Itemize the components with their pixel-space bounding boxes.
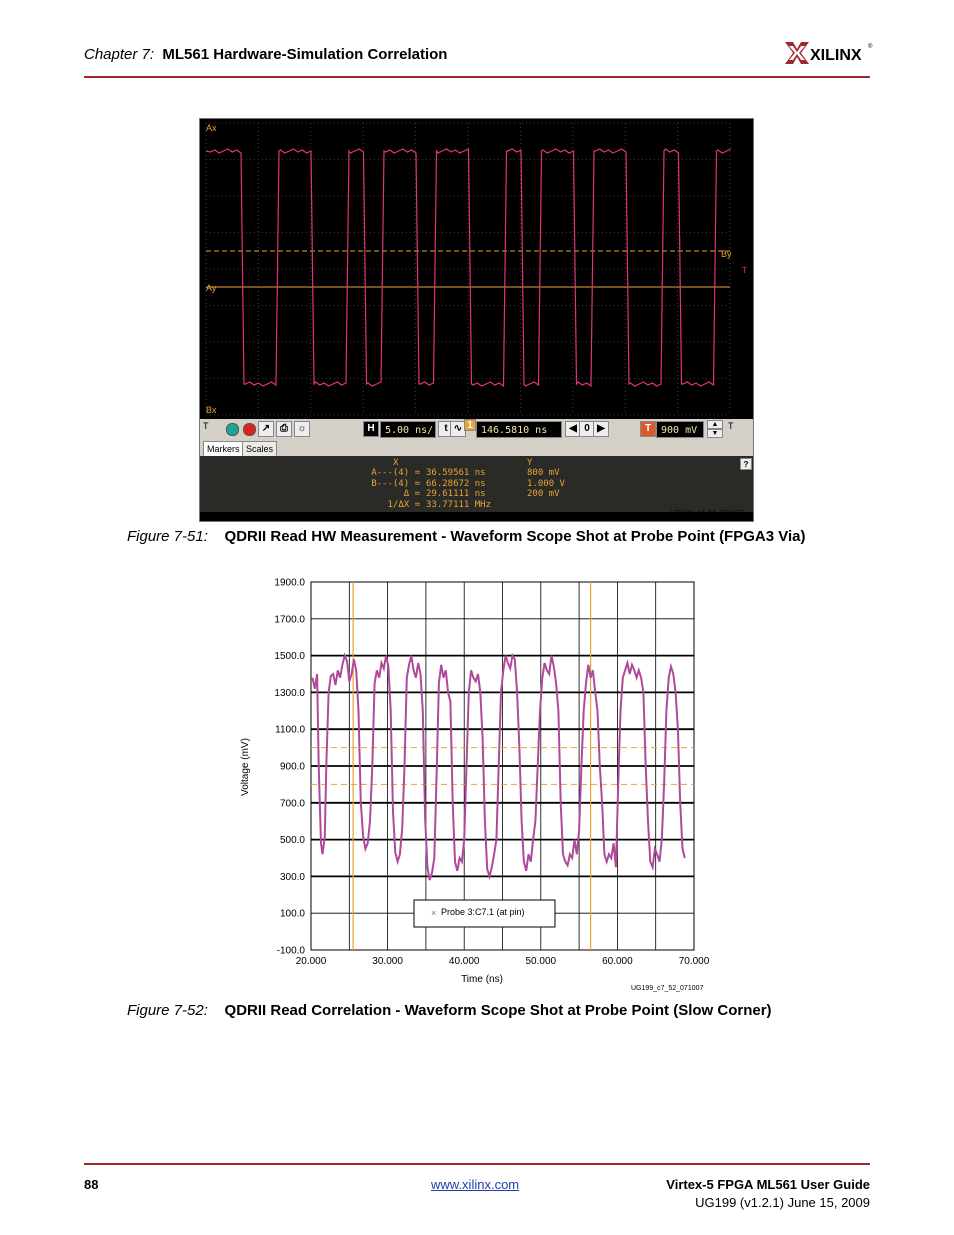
readout-x: 29.61111 ns <box>426 489 486 499</box>
stop-button[interactable] <box>243 423 256 436</box>
fig51-id: UG199_c7_51_071107 <box>671 510 743 517</box>
footer-doc-title: Virtex-5 FPGA ML561 User Guide <box>666 1177 870 1192</box>
marker-number-badge: 1 <box>464 419 476 431</box>
readout-col-x: X <box>393 458 399 468</box>
toolbar-t-right: T <box>728 421 734 431</box>
readout-label: Δ = <box>403 489 420 499</box>
chapter-title: ML561 Hardware-Simulation Correlation <box>162 46 448 63</box>
readout-y: 200 mV <box>527 489 560 499</box>
logo-mark: ® <box>868 44 873 50</box>
trigger-label: T <box>640 421 656 437</box>
help-button[interactable]: ? <box>740 458 752 470</box>
position-zero-button[interactable]: 0 <box>579 421 595 437</box>
readout-x: 36.59561 ns <box>426 468 486 478</box>
readout-label: A---(4) = <box>371 468 420 478</box>
autoscale-icon[interactable]: ↗ <box>258 421 274 437</box>
scope-label-bx: Bx <box>206 405 217 415</box>
page-number: 88 <box>84 1177 99 1192</box>
timebase-adjust-icon[interactable]: ∿ <box>450 421 466 437</box>
scope-display <box>200 119 753 419</box>
footer-rule <box>84 1163 870 1165</box>
horizontal-label: H <box>363 421 379 437</box>
marker-readout <box>200 456 753 512</box>
timebase-field[interactable]: 5.00 ns/ <box>380 421 436 438</box>
voltage-chart <box>230 570 730 1000</box>
readout-y: 800 mV <box>527 468 560 478</box>
trigger-up-button[interactable]: ▲ <box>707 420 723 429</box>
fig52-caption <box>127 1002 772 1019</box>
legend-label: Probe 3:C7.1 (at pin) <box>441 907 525 917</box>
y-tick-labels <box>274 578 305 957</box>
tab-scales[interactable]: Scales <box>242 441 277 457</box>
readout-col-y: Y <box>527 458 533 468</box>
x-axis-label: Time (ns) <box>461 974 503 985</box>
readout-x: 66.28672 ns <box>426 478 486 489</box>
scope-label-ax: Ax <box>206 123 217 133</box>
run-button[interactable] <box>226 423 239 436</box>
print-icon[interactable]: ⎙ <box>276 421 292 437</box>
x-tick-label: 20.000 <box>295 956 327 967</box>
fig52-title: QDRII Read Correlation - Waveform Scope Shot at Probe Point (Slow Corner) <box>224 1002 772 1019</box>
scope-label-by: By <box>721 249 732 259</box>
y-tick-label: 900.0 <box>279 761 305 773</box>
footer-link[interactable]: www.xilinx.com <box>431 1177 520 1192</box>
x-tick-label: 50.000 <box>525 956 557 967</box>
chapter-label: Chapter 7: <box>84 46 155 63</box>
legend-marker-icon: × <box>431 908 437 918</box>
fig51-caption <box>127 528 805 545</box>
position-field[interactable]: 146.5810 ns <box>476 421 562 438</box>
tab-markers[interactable]: Markers <box>203 441 244 457</box>
y-tick-label: -100.0 <box>276 945 305 957</box>
x-tick-labels <box>296 956 710 967</box>
x-tick-label: 40.000 <box>448 956 480 967</box>
position-right-button[interactable]: ▶ <box>593 421 609 437</box>
y-tick-label: 1700.0 <box>274 614 305 626</box>
legend <box>414 900 555 927</box>
fig51-number: Figure 7-51: <box>127 528 208 545</box>
footer-version: UG199 (v1.2.1) June 15, 2009 <box>695 1195 870 1210</box>
fig52-number: Figure 7-52: <box>127 1002 208 1019</box>
y-tick-label: 300.0 <box>279 871 305 883</box>
header-rule <box>84 76 870 78</box>
toolbar-t-left: T <box>203 421 209 431</box>
trigger-level-field[interactable]: 900 mV <box>656 421 704 438</box>
scope-toolbar <box>200 419 753 456</box>
x-tick-label: 60.000 <box>602 956 633 967</box>
readout-y: 1.000 V <box>527 478 565 489</box>
y-axis-label: Voltage (mV) <box>240 738 251 796</box>
scope-screenshot <box>199 118 754 522</box>
y-tick-label: 1300.0 <box>274 687 305 699</box>
trigger-down-button[interactable]: ▼ <box>707 429 723 438</box>
y-tick-label: 1500.0 <box>274 651 305 663</box>
y-tick-label: 700.0 <box>279 798 305 810</box>
position-left-button[interactable]: ◀ <box>565 421 581 437</box>
timebase-fine-icon[interactable]: t <box>438 421 454 437</box>
fig51-title: QDRII Read HW Measurement - Waveform Scope Shot at Probe Point (FPGA3 Via) <box>224 528 806 545</box>
y-tick-label: 100.0 <box>279 908 305 920</box>
scope-label-t: T <box>742 266 747 275</box>
fig52-id: UG199_c7_52_071007 <box>631 985 704 992</box>
xilinx-logo <box>783 38 873 68</box>
logo-text: XILINX <box>810 47 862 64</box>
brightness-icon[interactable]: ☼ <box>294 421 310 437</box>
x-tick-label: 30.000 <box>372 956 403 967</box>
scope-label-ay: Ay <box>206 283 217 293</box>
readout-label: B---(4) = <box>371 478 420 489</box>
chapter-header <box>84 46 447 63</box>
y-tick-label: 500.0 <box>279 835 305 847</box>
readout-x: 33.77111 MHz <box>426 499 492 510</box>
readout-label: 1/ΔX = <box>387 499 420 510</box>
x-tick-label: 70.000 <box>678 956 710 967</box>
y-tick-label: 1100.0 <box>275 724 305 736</box>
y-tick-label: 1900.0 <box>274 577 305 589</box>
